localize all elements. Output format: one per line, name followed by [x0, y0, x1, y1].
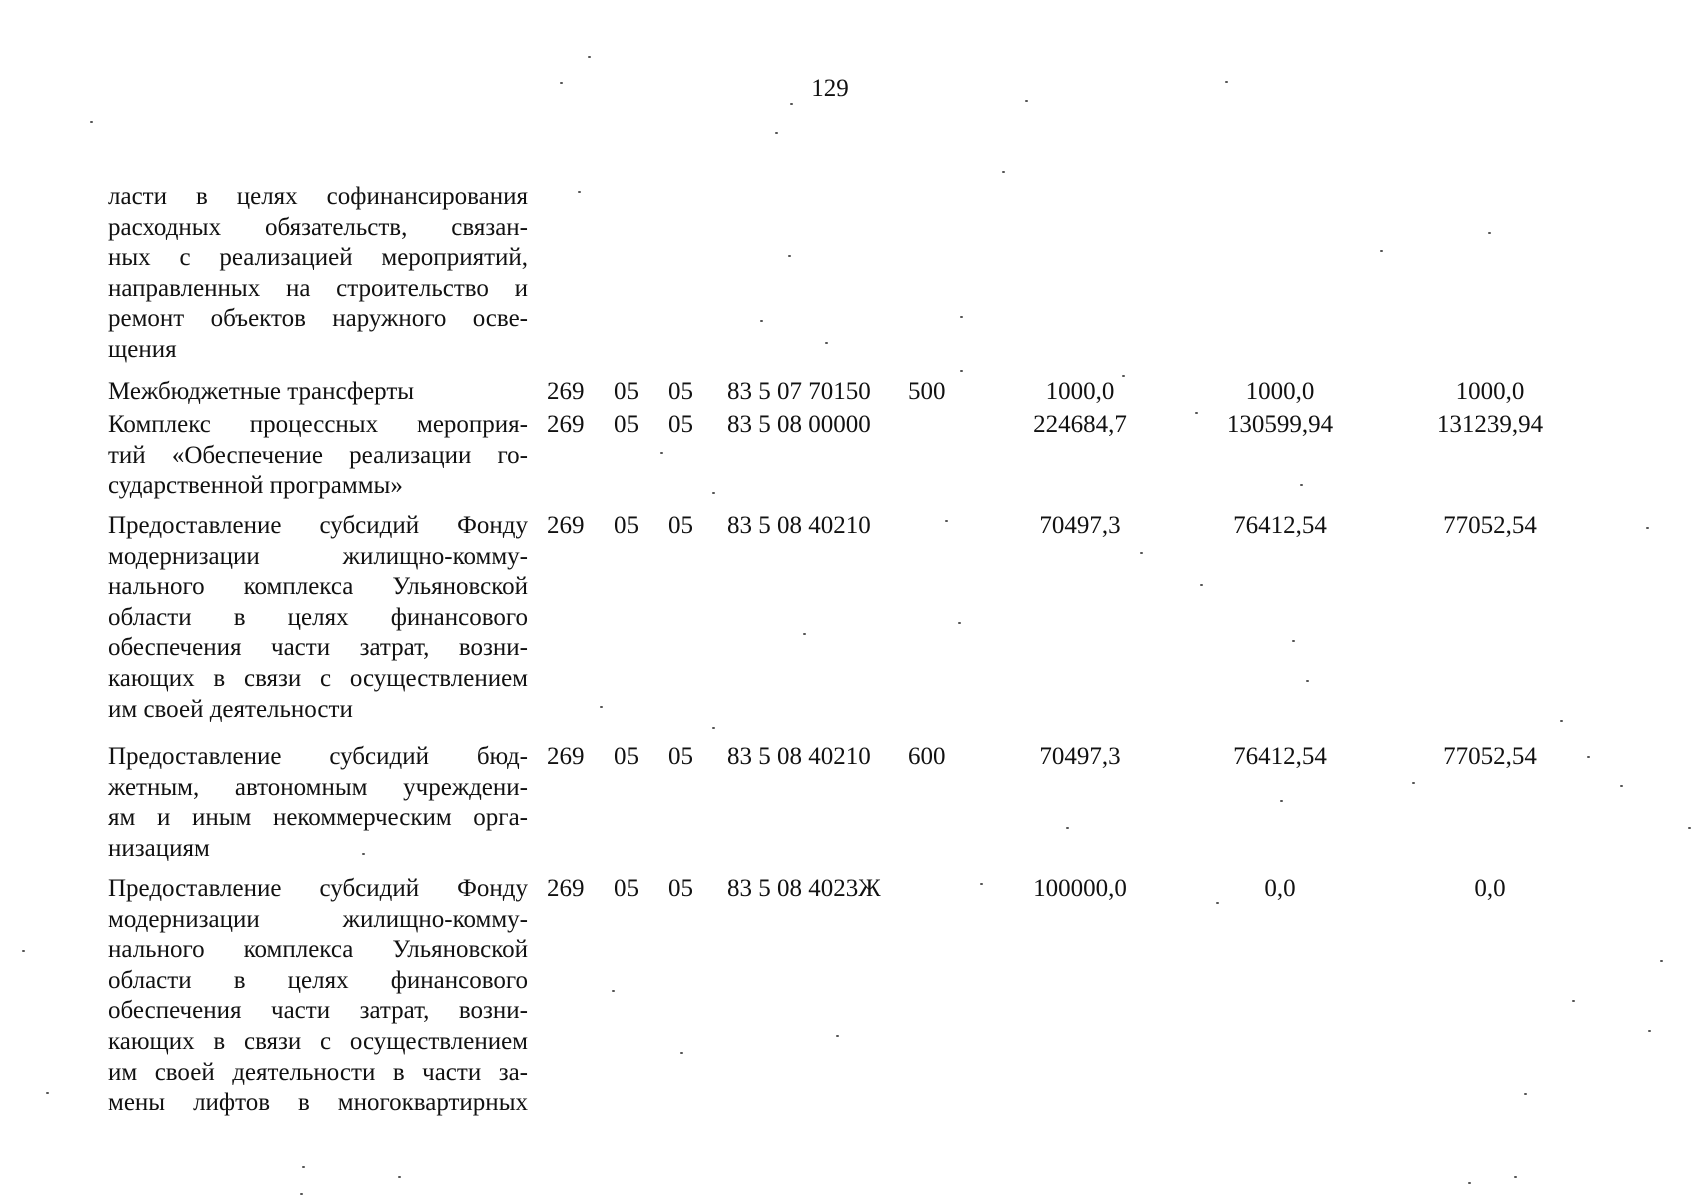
- scan-speck: [712, 492, 715, 494]
- row-description: [108, 511, 528, 725]
- scan-speck: [1524, 1093, 1527, 1095]
- scan-speck: [1688, 827, 1691, 829]
- scan-speck: [46, 1092, 49, 1094]
- scan-speck: [836, 1035, 839, 1037]
- target-article-code: 83 5 08 4023Ж: [727, 875, 881, 902]
- description-line: Межбюджетные трансферты: [108, 378, 415, 405]
- row-description: [108, 182, 528, 366]
- scan-speck: [712, 727, 715, 729]
- scan-speck: [1216, 902, 1219, 904]
- description-line: кающих в связи с осуществлением: [108, 1027, 528, 1055]
- amount-year-3: 0,0: [1474, 875, 1506, 902]
- section-code: 05: [614, 378, 639, 405]
- description-line: жетным, автономным учреждени-: [108, 773, 528, 801]
- section-code: 05: [614, 743, 639, 770]
- amount-year-2: 0,0: [1264, 875, 1296, 902]
- row-description: [108, 874, 528, 1119]
- scan-speck: [1412, 782, 1415, 784]
- description-line: ям и иным некоммерческим орга-: [108, 804, 528, 832]
- scan-speck: [90, 121, 93, 123]
- scan-speck: [775, 132, 778, 134]
- section-code: 05: [614, 875, 639, 902]
- amount-year-1: 100000,0: [1033, 875, 1127, 902]
- scan-speck: [578, 191, 581, 193]
- description-line: кающих в связи с осуществлением: [108, 664, 528, 692]
- amount-year-3: 131239,94: [1436, 411, 1544, 438]
- scan-speck: [1122, 375, 1125, 377]
- description-line: обеспечения части затрат, возни-: [108, 634, 528, 662]
- description-line: модернизации жилищно-комму-: [108, 542, 528, 570]
- amount-year-3: 77052,54: [1443, 743, 1537, 770]
- row-description: [108, 377, 528, 408]
- description-line: им своей деятельности: [108, 695, 353, 723]
- section-code: 05: [614, 512, 639, 539]
- scan-speck: [1514, 1176, 1517, 1178]
- grbs-code: 269: [547, 743, 585, 770]
- scan-speck: [1066, 827, 1069, 829]
- scan-speck: [302, 1166, 305, 1168]
- scan-speck: [1292, 640, 1295, 642]
- description-line: области в целях финансового: [108, 966, 528, 994]
- amount-year-2: 76412,54: [1233, 512, 1327, 539]
- description-line: Предоставление субсидий Фонду: [108, 512, 528, 539]
- scan-speck: [1002, 171, 1005, 173]
- scan-speck: [680, 1052, 683, 1054]
- description-line: Комплекс процессных мероприя-: [108, 411, 528, 438]
- scan-speck: [760, 320, 763, 322]
- scan-speck: [803, 633, 806, 635]
- section-code: 05: [614, 411, 639, 438]
- scan-speck: [1587, 756, 1590, 758]
- description-line: направленных на строительство и: [108, 274, 528, 302]
- scan-speck: [1025, 100, 1028, 102]
- amount-year-1: 70497,3: [1039, 743, 1121, 770]
- grbs-code: 269: [547, 875, 585, 902]
- description-line: Предоставление субсидий бюд-: [108, 743, 528, 770]
- description-line: щения: [108, 335, 177, 363]
- description-line: тий «Обеспечение реализации го-: [108, 441, 528, 469]
- description-line: ных с реализацией мероприятий,: [108, 244, 528, 272]
- scan-speck: [1300, 484, 1303, 486]
- grbs-code: 269: [547, 378, 585, 405]
- row-description: [108, 410, 528, 502]
- expense-type-code: 500: [908, 378, 946, 405]
- subsection-code: 05: [668, 512, 693, 539]
- subsection-code: 05: [668, 411, 693, 438]
- amount-year-1: 224684,7: [1033, 411, 1127, 438]
- scan-speck: [1225, 81, 1228, 83]
- amount-year-1: 1000,0: [1045, 378, 1115, 405]
- scan-speck: [788, 255, 791, 257]
- amount-year-1: 70497,3: [1039, 512, 1121, 539]
- target-article-code: 83 5 07 70150: [727, 378, 871, 405]
- scan-speck: [945, 520, 948, 522]
- scan-speck: [1280, 800, 1283, 802]
- scan-speck: [1646, 527, 1649, 529]
- scan-speck: [1648, 1030, 1651, 1032]
- description-line: низациям: [108, 834, 210, 862]
- scan-speck: [398, 1176, 401, 1178]
- scan-speck: [660, 452, 663, 454]
- scan-speck: [1195, 412, 1198, 414]
- scan-speck: [958, 622, 961, 624]
- target-article-code: 83 5 08 40210: [727, 512, 871, 539]
- description-line: модернизации жилищно-комму-: [108, 905, 528, 933]
- description-line: расходных обязательств, связан-: [108, 213, 528, 241]
- scan-speck: [560, 82, 563, 84]
- scan-speck: [825, 342, 828, 344]
- amount-year-2: 130599,94: [1226, 411, 1334, 438]
- page-number: 129: [811, 75, 849, 102]
- scan-speck: [1488, 232, 1491, 234]
- scan-speck: [22, 950, 25, 952]
- scan-speck: [960, 370, 963, 372]
- scan-speck: [1620, 785, 1623, 787]
- scan-speck: [1660, 960, 1663, 962]
- scan-speck: [790, 103, 793, 105]
- expense-type-code: 600: [908, 743, 946, 770]
- description-line: ласти в целях софинансирования: [108, 183, 528, 210]
- description-line: мены лифтов в многоквартирных: [108, 1089, 528, 1117]
- subsection-code: 05: [668, 378, 693, 405]
- description-line: ремонт объектов наружного осве-: [108, 305, 528, 333]
- scan-speck: [1380, 250, 1383, 252]
- scan-speck: [362, 853, 365, 855]
- scan-speck: [960, 316, 963, 318]
- scan-speck: [600, 706, 603, 708]
- amount-year-2: 1000,0: [1245, 378, 1315, 405]
- description-line: области в целях финансового: [108, 603, 528, 631]
- amount-year-2: 76412,54: [1233, 743, 1327, 770]
- amount-year-3: 1000,0: [1455, 378, 1525, 405]
- amount-year-3: 77052,54: [1443, 512, 1537, 539]
- target-article-code: 83 5 08 40210: [727, 743, 871, 770]
- scan-speck: [1468, 1182, 1471, 1184]
- scan-speck: [588, 56, 591, 58]
- scan-speck: [1560, 720, 1563, 722]
- grbs-code: 269: [547, 411, 585, 438]
- description-line: сударственной программы»: [108, 472, 403, 500]
- scan-speck: [300, 1193, 303, 1195]
- row-description: [108, 742, 528, 864]
- grbs-code: 269: [547, 512, 585, 539]
- description-line: обеспечения части затрат, возни-: [108, 997, 528, 1025]
- description-line: нального комплекса Ульяновской: [108, 573, 528, 601]
- scan-speck: [1200, 584, 1203, 586]
- scan-speck: [980, 883, 983, 885]
- description-line: им своей деятельности в части за-: [108, 1058, 528, 1086]
- description-line: нального комплекса Ульяновской: [108, 936, 528, 964]
- scan-speck: [1572, 1000, 1575, 1002]
- subsection-code: 05: [668, 743, 693, 770]
- target-article-code: 83 5 08 00000: [727, 411, 871, 438]
- subsection-code: 05: [668, 875, 693, 902]
- scan-speck: [1306, 680, 1309, 682]
- description-line: Предоставление субсидий Фонду: [108, 875, 528, 902]
- scan-speck: [612, 990, 615, 992]
- scan-speck: [1140, 552, 1143, 554]
